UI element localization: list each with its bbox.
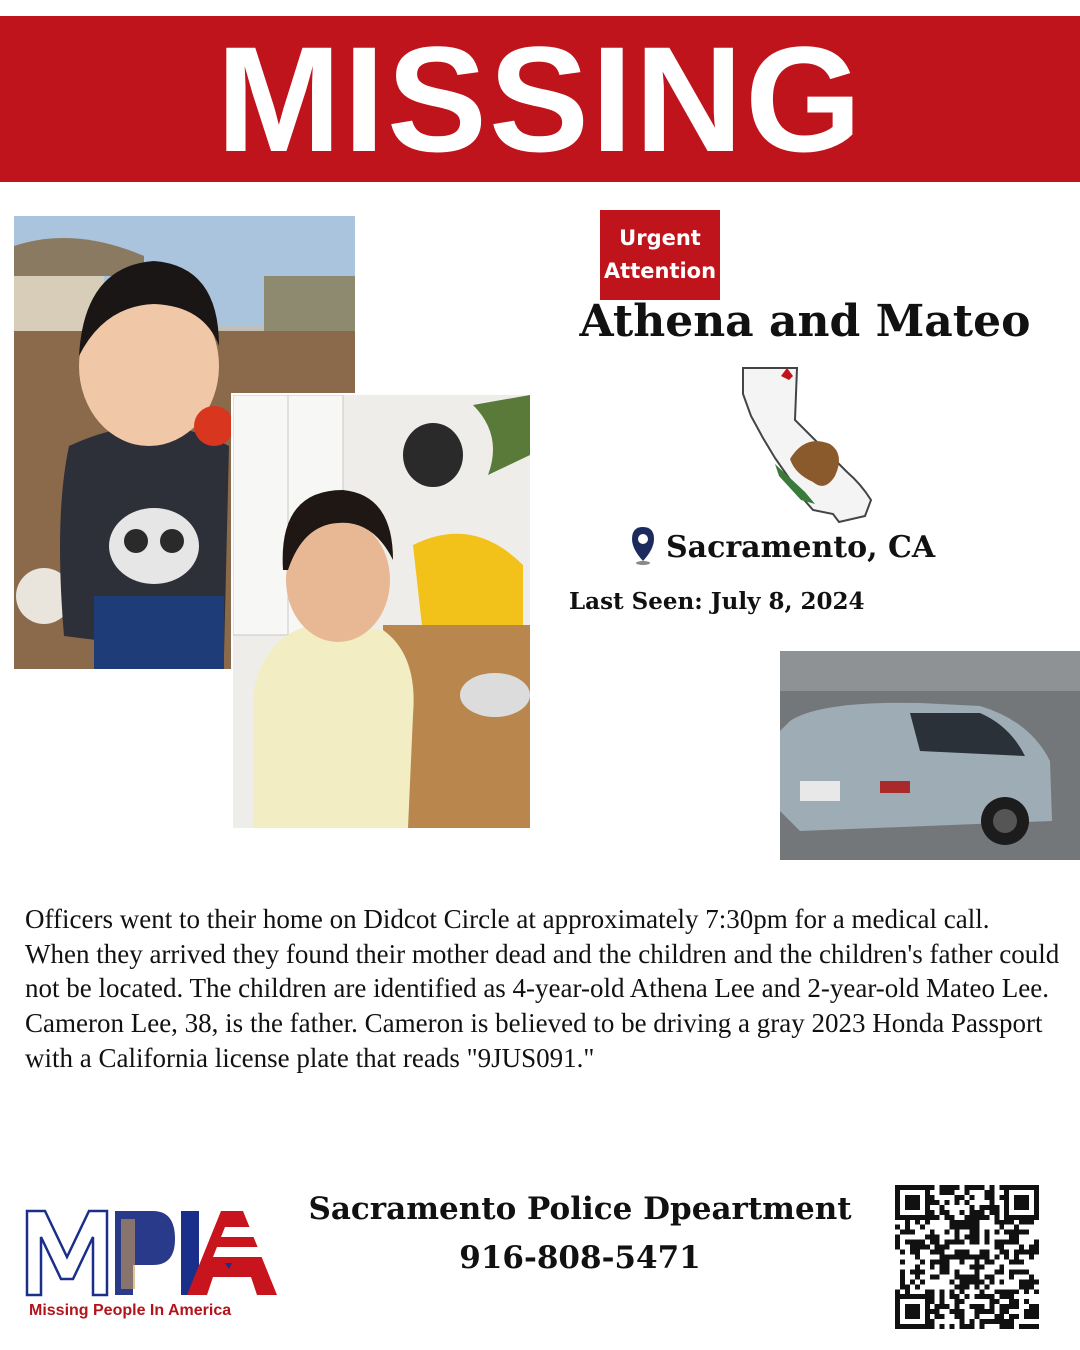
mpia-logo [25, 1207, 280, 1327]
mpia-tagline: Missing People In America [29, 1302, 232, 1319]
missing-banner [0, 16, 1080, 182]
vehicle-photo [780, 651, 1080, 860]
case-description: Officers went to their home on Didcot Circle at approximately 7:30pm for a medical call. When they arrived they found their mother dead and the children and the children's father could not be located. The children are identified as 4-year-old Athena Lee and 2-year-old Mateo Lee. Cameron Lee, 38, is the father. Cameron is believed to be driving a gray 2023 Honda Passport with a California license plate that reads "9JUS091." [25, 904, 1060, 1073]
badge-line-1: Urgent [619, 226, 701, 250]
map-pin-icon [628, 525, 658, 565]
badge-line-2: Attention [603, 259, 717, 283]
agency-phone: 916-808-5471 [459, 1240, 701, 1276]
location-city: Sacramento, CA [666, 530, 936, 565]
last-seen-date: July 8, 2024 [710, 588, 865, 615]
mpia-letters-logo [25, 1207, 280, 1297]
location-row [628, 525, 988, 570]
california-flag-map-icon [735, 364, 880, 529]
photo-athena-illustration [233, 395, 530, 828]
qr-code [895, 1185, 1039, 1329]
photo-athena [231, 393, 530, 828]
last-seen [569, 585, 929, 619]
banner-title: MISSING [216, 15, 864, 183]
urgent-attention-badge [600, 210, 720, 300]
agency-name: Sacramento Police Dpeartment [308, 1191, 852, 1227]
subject-names: Athena and Mateo [579, 296, 1031, 347]
vehicle-illustration [780, 651, 1080, 860]
last-seen-label: Last Seen: [569, 588, 703, 615]
